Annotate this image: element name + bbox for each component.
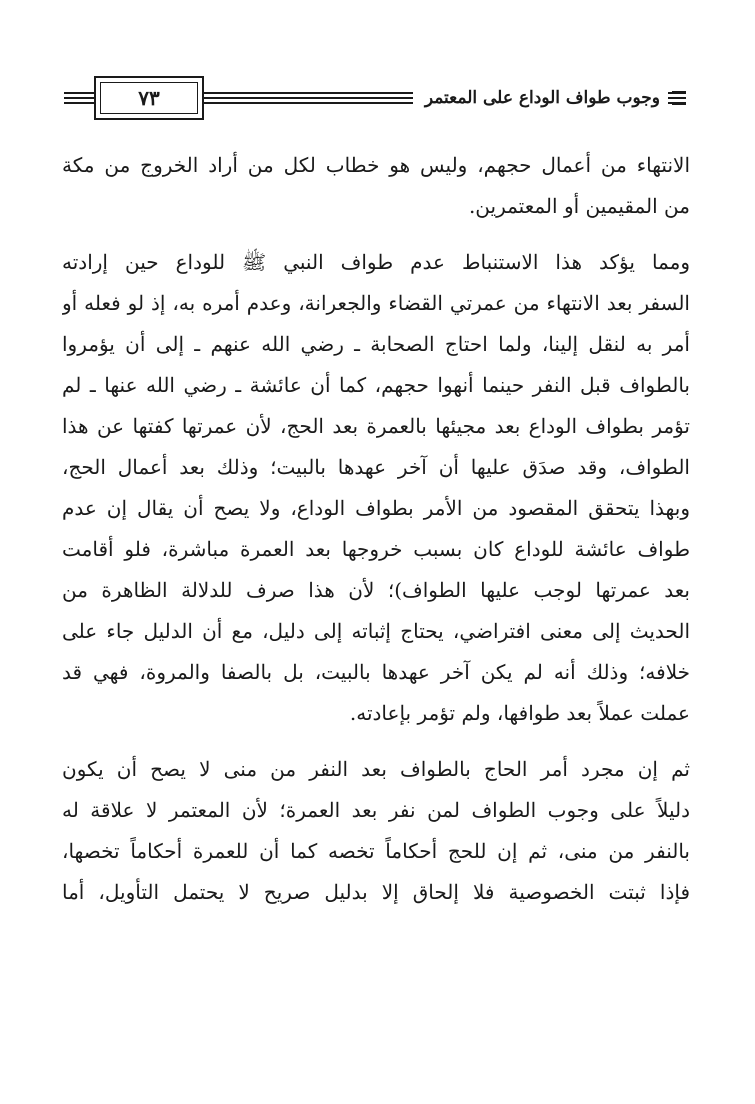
paragraph <box>62 145 690 227</box>
running-header <box>64 76 686 120</box>
text-line: بالنفر من منى، ثم إن للحج أحكاماً تخصه كما أن للعمرة أحكاماً تخصها، <box>62 839 690 863</box>
text-line: تؤمر بطواف الوداع بعد مجيئها بالعمرة بعد الحج، لأن عمرتها كفتها عن هذا <box>62 414 690 438</box>
text-line: خلافه؛ وذلك أنه لم يكن آخر عهدها بالبيت، بل بالصفا والمروة، فهي قد <box>62 660 690 684</box>
header-ornament-icon <box>672 91 686 105</box>
page-number: ٧٣ <box>138 86 160 110</box>
text-line: السفر بعد الانتهاء من عمرتي القضاء والجعرانة، وعدم أمره به، إذ لو فعله أو <box>62 291 690 315</box>
text-line: ومما يؤكد هذا الاستنباط عدم طواف النبي ﷺ للوداع حين إرادته <box>62 250 690 274</box>
text-line: طواف عائشة للوداع كان بسبب خروجها بعد العمرة مباشرة، فلو أقامت <box>62 537 690 561</box>
body-text <box>62 145 690 913</box>
text-line: الحديث إلى معنى افتراضي، يحتاج إثباته إلى دليل، مع أن الدليل جاء على <box>62 619 690 643</box>
paragraph <box>62 242 690 734</box>
text-line: بالطواف قبل النفر حينما أنهوا حجهم، كما أن عائشة ـ رضي الله عنها ـ لم <box>62 373 690 397</box>
text-line: بعد عمرتها لوجب عليها الطواف)؛ لأن هذا صرف للدلالة الظاهرة من <box>62 578 690 602</box>
text-line: ثم إن مجرد أمر الحاج بالطواف بعد النفر من منى لا يصح أن يكون <box>62 757 690 781</box>
paragraph <box>62 749 690 913</box>
running-title: وجوب طواف الوداع على المعتمر <box>413 84 668 112</box>
text-line: أمر به لنقل إلينا، ولما احتاج الصحابة ـ رضي الله عنهم ـ إلى أن يؤمروا <box>62 332 690 356</box>
text-line: فإذا ثبتت الخصوصية فلا إلحاق إلا بدليل صريح لا يحتمل التأويل، أما <box>62 880 690 904</box>
page-number-box <box>94 76 204 120</box>
text-line: عملت عملاً بعد طوافها، ولم تؤمر بإعادته. <box>349 701 690 725</box>
text-line: الطواف، وقد صدَق عليها أن آخر عهدها بالبيت؛ وذلك بعد أعمال الحج، <box>62 455 690 479</box>
text-line: دليلاً على وجوب الطواف لمن نفر بعد العمرة؛ لأن المعتمر لا علاقة له <box>62 798 690 822</box>
text-line: من المقيمين أو المعتمرين. <box>468 194 690 218</box>
text-line: وبهذا يتحقق المقصود من الأمر بطواف الوداع، ولا يصح أن يقال إن عدم <box>62 496 690 520</box>
text-line: الانتهاء من أعمال حجهم، وليس هو خطاب لكل من أراد الخروج من مكة <box>62 153 690 177</box>
